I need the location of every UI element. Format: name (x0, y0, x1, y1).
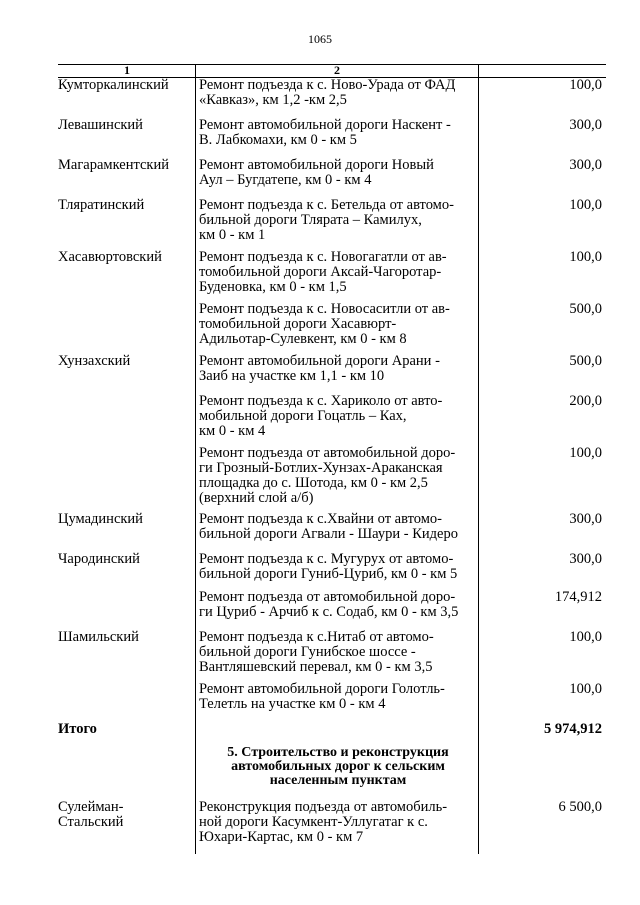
description-line: В. Лабкомахи, км 0 - км 5 (199, 132, 357, 148)
description-line: Ремонт подъезда к с. Ново-Урада от ФАД (199, 77, 456, 93)
description-line: Телетль на участке км 0 - км 4 (199, 696, 386, 712)
work-description (199, 158, 477, 188)
description-line: Ремонт подъезда к с. Мугурух от автомо- (199, 551, 454, 567)
description-line: Адильотар-Сулевкент, км 0 - км 8 (199, 331, 407, 347)
region-name: Шамильский (58, 629, 139, 645)
work-description (199, 590, 477, 620)
work-description (199, 118, 477, 148)
table-header (58, 64, 606, 78)
amount-value: 300,0 (569, 117, 602, 133)
region-name: Кумторкалинский (58, 77, 169, 93)
region-name: Хасавюртовский (58, 249, 162, 265)
region-line: Стальский (58, 814, 124, 830)
section-title-line: 5. Строительство и реконструкция (227, 745, 449, 760)
work-description (199, 800, 477, 845)
amount-value: 100,0 (569, 629, 602, 645)
section-title-line: населенным пунктам (269, 773, 407, 788)
description-line: Вантляшевский перевал, км 0 - км 3,5 (199, 659, 433, 675)
description-line: ги Цуриб - Арчиб к с. Содаб, км 0 - км 3,5 (199, 604, 459, 620)
amount-value: 300,0 (569, 157, 602, 173)
description-line: км 0 - км 4 (199, 423, 266, 439)
amount-value: 500,0 (569, 353, 602, 369)
description-line: бильной дороги Тлярата – Камилух, (199, 212, 422, 228)
page-number: 1065 (308, 32, 332, 46)
work-description (199, 552, 477, 582)
description-line: Аул – Бугдатепе, км 0 - км 4 (199, 172, 372, 188)
amount-value: 100,0 (569, 445, 602, 461)
total-label: Итого (58, 721, 97, 737)
description-line: км 0 - км 1 (199, 227, 266, 243)
work-description (199, 630, 477, 675)
amount-value: 100,0 (569, 77, 602, 93)
work-description (199, 302, 477, 347)
description-line: «Кавказ», км 1,2 -км 2,5 (199, 92, 347, 108)
amount-value: 100,0 (569, 249, 602, 265)
description-line: Ремонт подъезда к с.Нитаб от автомо- (199, 629, 434, 645)
description-line: Ремонт подъезда от автомобильной доро- (199, 589, 456, 605)
amount-value: 300,0 (569, 551, 602, 567)
description-line: ги Грозный-Ботлих-Хунзах-Араканская (199, 460, 443, 476)
description-line: мобильной дороги Гоцатль – Ках, (199, 408, 407, 424)
region-name: Чародинский (58, 551, 140, 567)
description-line: ной дороги Касумкент-Уллугатаг к с. (199, 814, 428, 830)
region-name: Тляратинский (58, 197, 145, 213)
amount-value: 100,0 (569, 197, 602, 213)
description-line: томобильной дороги Хасавюрт- (199, 316, 397, 332)
description-line: бильной дороги Гунибское шоссе - (199, 644, 416, 660)
work-description (199, 512, 477, 542)
description-line: (верхний слой а/б) (199, 490, 314, 506)
header-col-2: 2 (334, 63, 340, 77)
description-line: Ремонт автомобильной дороги Арани - (199, 353, 440, 369)
amount-value: 500,0 (569, 301, 602, 317)
description-line: бильной дороги Агвали - Шаури - Кидеро (199, 526, 458, 542)
description-line: Ремонт подъезда к с.Хвайни от автомо- (199, 511, 442, 527)
region-name: Левашинский (58, 117, 143, 133)
description-line: Буденовка, км 0 - км 1,5 (199, 279, 347, 295)
region-name (58, 800, 196, 830)
description-line: Ремонт автомобильной дороги Новый (199, 157, 434, 173)
work-description (199, 250, 477, 295)
description-line: Заиб на участке км 1,1 - км 10 (199, 368, 385, 384)
work-description (199, 198, 477, 243)
section-title (199, 746, 477, 788)
work-description (199, 394, 477, 439)
road-repair-table (58, 64, 606, 78)
description-line: Ремонт подъезда к с. Новогагатли от ав- (199, 249, 447, 265)
amount-value: 6 500,0 (558, 799, 602, 815)
work-description (199, 354, 477, 384)
section-title-line: автомобильных дорог к сельским (231, 759, 445, 774)
description-line: Ремонт подъезда от автомобильной доро- (199, 445, 456, 461)
description-line: Ремонт подъезда к с. Бетельда от автомо- (199, 197, 454, 213)
description-line: Ремонт подъезда к с. Новосаситли от ав- (199, 301, 450, 317)
description-line: Реконструкция подъезда от автомобиль- (199, 799, 448, 815)
amount-value: 200,0 (569, 393, 602, 409)
description-line: Ремонт автомобильной дороги Голотль- (199, 681, 445, 697)
header-col-1: 1 (124, 63, 130, 77)
description-line: томобильной дороги Аксай-Чагоротар- (199, 264, 442, 280)
region-name: Магарамкентский (58, 157, 169, 173)
description-line: Юхари-Картас, км 0 - км 7 (199, 829, 364, 845)
description-line: площадка до с. Шотода, км 0 - км 2,5 (199, 475, 428, 491)
region-line: Сулейман- (58, 799, 124, 815)
region-name: Цумадинский (58, 511, 143, 527)
amount-value: 100,0 (569, 681, 602, 697)
description-line: Ремонт автомобильной дороги Наскент - (199, 117, 451, 133)
description-line: Ремонт подъезда к с. Хариколо от авто- (199, 393, 443, 409)
amount-value: 174,912 (554, 589, 602, 605)
work-description (199, 78, 477, 108)
work-description (199, 682, 477, 712)
table-body (58, 78, 606, 878)
description-line: бильной дороги Гуниб-Цуриб, км 0 - км 5 (199, 566, 458, 582)
total-amount: 5 974,912 (544, 721, 602, 737)
amount-value: 300,0 (569, 511, 602, 527)
region-name: Хунзахский (58, 353, 131, 369)
work-description (199, 446, 477, 506)
